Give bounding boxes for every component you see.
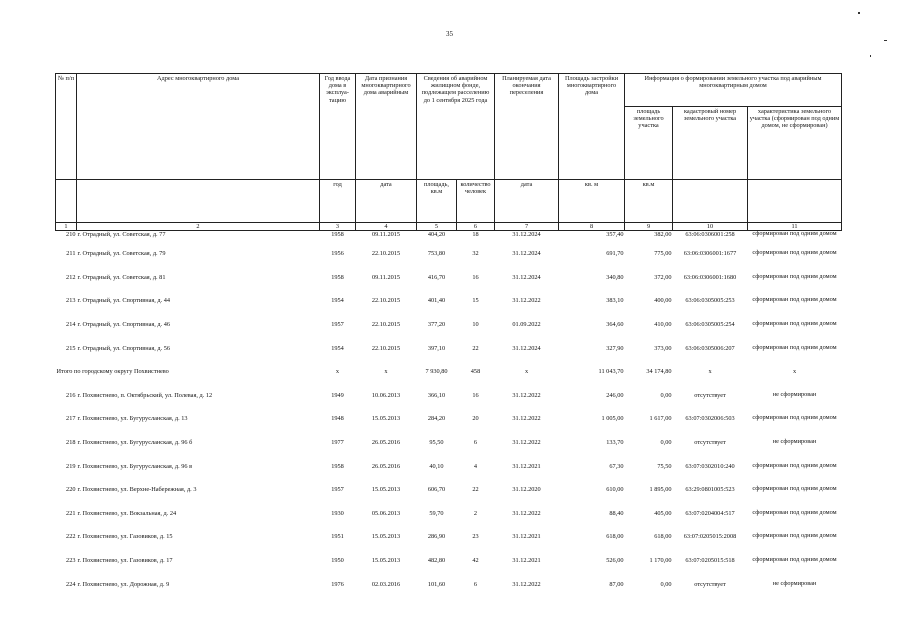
row-people: 6 [473, 580, 478, 588]
row-recognition-date: 26.05.2016 [371, 438, 401, 446]
row-recognition-date: 22.10.2015 [371, 297, 401, 305]
row-recognition-date: 22.10.2015 [371, 344, 401, 352]
row-index: 215 [66, 344, 76, 352]
row-area: 101,60 [427, 580, 446, 588]
row-address: г. Отрадный, ул. Советская, д. 79 [77, 250, 166, 258]
row-building-area: 246,00 [606, 391, 624, 399]
column-number: 6 [457, 223, 495, 231]
row-recognition-date: 15.05.2013 [371, 556, 401, 564]
row-land-area: 0,00 [660, 391, 672, 399]
row-year: 1958 [331, 462, 344, 470]
row-people: 22 [472, 344, 479, 352]
table-row [56, 391, 842, 415]
header-address: Адрес многоквартирного дома [77, 74, 320, 180]
row-cadastral: 63:06:0305005:254 [685, 321, 735, 329]
table-row [56, 249, 842, 273]
row-cadastral: 63:07:0205015:518 [685, 556, 735, 564]
header-building-area: Площадь застройки многоквартирного дома [559, 74, 625, 180]
row-building-area: 383,10 [606, 297, 624, 305]
row-planned-end: 31.12.2022 [512, 297, 541, 305]
row-recognition-date: 05.06.2013 [371, 509, 401, 517]
scan-speck [870, 55, 871, 57]
row-area: 397,10 [427, 344, 446, 352]
row-building-area: 364,60 [606, 321, 624, 329]
header-cadastral: кадастровый номер земельного участка [673, 107, 748, 180]
column-number: 11 [748, 223, 842, 231]
row-year: 1951 [331, 533, 344, 541]
row-index: 222 [66, 533, 76, 541]
row-land-area: 373,00 [654, 344, 672, 352]
total-row [56, 367, 842, 391]
row-year: 1957 [331, 486, 344, 494]
row-area: 416,70 [427, 273, 446, 281]
row-land-area: 382,00 [654, 231, 672, 239]
row-characteristic: не сформирован [772, 579, 817, 587]
scan-speck [858, 12, 860, 14]
row-building-area: 1 005,00 [601, 415, 624, 423]
table-row [56, 509, 842, 533]
row-people: 2 [473, 509, 478, 517]
row-characteristic: сформирован под одним домом [752, 508, 837, 516]
row-address: г. Отрадный, ул. Спортивная, д. 56 [77, 344, 171, 352]
row-year: 1954 [331, 344, 344, 352]
row-address: г. Похвистнево, п. Октябрьский, ул. Полевая, д. 12 [77, 391, 213, 399]
total-land-area: 34 174,80 [646, 368, 672, 376]
total-cadastral: x [708, 368, 712, 376]
unit-people: количество человек [457, 180, 495, 223]
unit-area: площадь, кв.м [417, 180, 457, 223]
total-label: Итого по городскому округу Похвистнево [56, 368, 169, 376]
table-row [56, 231, 842, 250]
row-area: 482,80 [427, 556, 446, 564]
row-people: 32 [472, 250, 479, 258]
scan-speck [884, 40, 887, 41]
row-recognition-date: 22.10.2015 [371, 250, 401, 258]
emergency-housing-table [55, 73, 842, 603]
row-year: 1954 [331, 297, 344, 305]
header-row-main [56, 74, 842, 107]
row-year: 1957 [331, 321, 344, 329]
row-index: 211 [66, 250, 76, 258]
row-cadastral: 63:07:0302010:240 [685, 462, 735, 470]
row-characteristic: сформирован под одним домом [752, 320, 837, 328]
row-land-area: 618,00 [654, 533, 672, 541]
row-index: 220 [66, 486, 76, 494]
row-index: 224 [66, 580, 76, 588]
row-area: 753,80 [427, 250, 446, 258]
header-characteristic: характеристика земельного участка (сформирован под одним домом, не сформирован) [748, 107, 842, 180]
row-cadastral: 63:06:0306001:1677 [683, 250, 737, 258]
row-index: 213 [66, 297, 76, 305]
row-cadastral: отсутствует [694, 391, 726, 399]
table-row [56, 320, 842, 344]
table-row [56, 414, 842, 438]
row-planned-end: 31.12.2024 [512, 231, 541, 239]
row-characteristic: сформирован под одним домом [752, 555, 837, 563]
header-row-units [56, 180, 842, 223]
unit-empty [748, 180, 842, 223]
row-planned-end: 31.12.2022 [512, 438, 541, 446]
row-planned-end: 31.12.2024 [512, 273, 541, 281]
header-planned-end: Планируемая дата окончания переселения [495, 74, 559, 180]
unit-date: дата [495, 180, 559, 223]
row-area: 401,40 [427, 297, 446, 305]
row-characteristic: сформирован под одним домом [752, 272, 837, 280]
row-area: 404,20 [427, 231, 446, 239]
row-land-area: 400,00 [654, 297, 672, 305]
page-number: 35 [446, 30, 453, 38]
row-characteristic: сформирован под одним домом [752, 414, 837, 422]
row-people: 4 [473, 462, 478, 470]
row-index: 223 [66, 556, 76, 564]
row-land-area: 1 170,00 [649, 556, 672, 564]
row-index: 217 [66, 415, 76, 423]
table-row [56, 344, 842, 368]
row-address: г. Похвистнево, ул. Газовиков, д. 17 [77, 556, 173, 564]
row-year: 1950 [331, 556, 344, 564]
row-planned-end: 31.12.2021 [512, 462, 541, 470]
row-area: 286,90 [427, 533, 446, 541]
total-area: 7 930,80 [425, 368, 448, 376]
row-planned-end: 31.12.2022 [512, 391, 541, 399]
table-row [56, 485, 842, 509]
row-index: 221 [66, 509, 76, 517]
unit-empty [56, 180, 77, 223]
row-area: 366,10 [427, 391, 446, 399]
row-index: 212 [66, 273, 76, 281]
row-building-area: 691,70 [606, 250, 624, 258]
rows-pokhvistnevo [56, 391, 842, 603]
total-section [56, 367, 842, 391]
table-row [56, 556, 842, 580]
row-characteristic: сформирован под одним домом [752, 532, 837, 540]
row-characteristic: сформирован под одним домом [752, 343, 837, 351]
row-recognition-date: 09.11.2015 [371, 273, 401, 281]
unit-sqm: кв.м [625, 180, 673, 223]
row-year: 1958 [331, 231, 344, 239]
column-number: 3 [320, 223, 356, 231]
column-number: 4 [356, 223, 417, 231]
header-index: № п/п [56, 74, 77, 180]
table-row [56, 296, 842, 320]
row-people: 23 [472, 533, 479, 541]
row-characteristic: сформирован под одним домом [752, 230, 837, 238]
row-recognition-date: 15.05.2013 [371, 486, 401, 494]
row-address: г. Отрадный, ул. Советская, д. 77 [77, 231, 166, 239]
table-row [56, 438, 842, 462]
row-recognition-date: 10.06.2013 [371, 391, 401, 399]
row-characteristic: сформирован под одним домом [752, 461, 837, 469]
column-number: 1 [56, 223, 77, 231]
row-cadastral: 63:07:0302006:503 [685, 415, 735, 423]
row-characteristic: сформирован под одним домом [752, 485, 837, 493]
row-people: 18 [472, 231, 479, 239]
row-address: г. Похвистнево, ул. Бугурусланская, д. 96 б [77, 438, 193, 446]
row-area: 40,10 [429, 462, 444, 470]
row-planned-end: 31.12.2024 [512, 344, 541, 352]
row-characteristic: сформирован под одним домом [752, 296, 837, 304]
row-cadastral: 63:06:0306001:1680 [683, 273, 737, 281]
row-year: 1949 [331, 391, 344, 399]
row-people: 6 [473, 438, 478, 446]
row-address: г. Похвистнево, ул. Бугурусланская, д. 13 [77, 415, 188, 423]
row-address: г. Похвистнево, ул. Вокзальная, д. 24 [77, 509, 177, 517]
row-area: 377,20 [427, 321, 446, 329]
row-land-area: 75,50 [657, 462, 672, 470]
row-cadastral: 63:06:0305005:253 [685, 297, 735, 305]
table-row [56, 273, 842, 297]
header-year: Год ввода дома в эксплуа-тацию [320, 74, 356, 180]
unit-year: год [320, 180, 356, 223]
table-row [56, 532, 842, 556]
column-number: 5 [417, 223, 457, 231]
row-planned-end: 31.12.2022 [512, 580, 541, 588]
row-cadastral: отсутствует [694, 580, 726, 588]
row-people: 16 [472, 273, 479, 281]
row-characteristic: не сформирован [772, 390, 817, 398]
row-land-area: 1 617,00 [649, 415, 672, 423]
row-building-area: 357,40 [606, 231, 624, 239]
unit-date: дата [356, 180, 417, 223]
header-land-info: Информация о формировании земельного участка под аварийным многоквартирным домом [625, 74, 842, 107]
row-year: 1948 [331, 415, 344, 423]
column-number: 8 [559, 223, 625, 231]
row-planned-end: 31.12.2021 [512, 533, 541, 541]
row-recognition-date: 15.05.2013 [371, 533, 401, 541]
row-building-area: 87,00 [609, 580, 624, 588]
row-index: 219 [66, 462, 76, 470]
row-cadastral: 63:07:0205015:2008 [683, 533, 737, 541]
row-people: 20 [472, 415, 479, 423]
total-end: x [524, 368, 529, 376]
row-recognition-date: 09.11.2015 [371, 231, 401, 239]
row-year: 1958 [331, 273, 344, 281]
row-cadastral: 63:06:0305006:207 [685, 344, 735, 352]
column-number: 2 [77, 223, 320, 231]
row-index: 216 [66, 391, 76, 399]
row-land-area: 1 895,00 [649, 486, 672, 494]
column-number: 9 [625, 223, 673, 231]
row-people: 16 [472, 391, 479, 399]
row-land-area: 0,00 [660, 580, 672, 588]
row-planned-end: 01.09.2022 [512, 321, 541, 329]
row-recognition-date: 26.05.2016 [371, 462, 401, 470]
row-building-area: 88,40 [609, 509, 624, 517]
row-planned-end: 31.12.2021 [512, 556, 541, 564]
row-year: 1977 [331, 438, 344, 446]
row-recognition-date: 22.10.2015 [371, 321, 401, 329]
row-recognition-date: 15.05.2013 [371, 415, 401, 423]
row-area: 95,50 [429, 438, 444, 446]
row-building-area: 526,00 [606, 556, 624, 564]
column-number: 10 [673, 223, 748, 231]
row-planned-end: 31.12.2022 [512, 509, 541, 517]
row-land-area: 410,00 [654, 321, 672, 329]
row-address: г. Похвистнево, ул. Верхне-Набережная, д. 3 [77, 486, 197, 494]
row-land-area: 405,00 [654, 509, 672, 517]
row-people: 22 [472, 486, 479, 494]
header-emergency-info: Сведения об аварийном жилищном фонде, подлежащем расселению до 1 сентября 2025 года [417, 74, 495, 180]
unit-empty [77, 180, 320, 223]
total-year: x [335, 368, 340, 376]
row-planned-end: 31.12.2020 [512, 486, 541, 494]
row-building-area: 340,80 [606, 273, 624, 281]
row-address: г. Отрадный, ул. Советская, д. 81 [77, 273, 166, 281]
row-year: 1976 [331, 580, 344, 588]
total-characteristic: x [792, 368, 797, 376]
total-building-area: 11 043,70 [598, 368, 624, 376]
table-row [56, 580, 842, 604]
row-characteristic: сформирован под одним домом [752, 249, 837, 257]
row-people: 10 [472, 321, 479, 329]
row-cadastral: 63:29:0801005:523 [685, 486, 735, 494]
row-building-area: 610,00 [606, 486, 624, 494]
header-land-area: площадь земельного участка [625, 107, 673, 180]
row-address: г. Отрадный, ул. Спортивная, д. 44 [77, 297, 171, 305]
row-year: 1956 [331, 250, 344, 258]
row-index: 214 [66, 321, 76, 329]
row-characteristic: не сформирован [772, 437, 817, 445]
row-address: г. Похвистнево, ул. Бугурусланская, д. 96 в [77, 462, 193, 470]
row-building-area: 67,30 [609, 462, 624, 470]
row-land-area: 372,00 [654, 273, 672, 281]
row-people: 42 [472, 556, 479, 564]
row-index: 210 [66, 231, 76, 239]
rows-otradny [56, 231, 842, 367]
row-building-area: 618,00 [606, 533, 624, 541]
row-land-area: 0,00 [660, 438, 672, 446]
row-planned-end: 31.12.2022 [512, 415, 541, 423]
row-area: 606,70 [427, 486, 446, 494]
row-year: 1930 [331, 509, 344, 517]
total-people: 458 [470, 368, 481, 376]
row-building-area: 133,70 [606, 438, 624, 446]
row-recognition-date: 02.03.2016 [371, 580, 401, 588]
column-number: 7 [495, 223, 559, 231]
row-cadastral: 63:07:0204004:517 [685, 509, 735, 517]
header-recognition-date: Дата признания многоквартирного дома аварийным [356, 74, 417, 180]
row-cadastral: отсутствует [694, 438, 726, 446]
row-building-area: 327,90 [606, 344, 624, 352]
table-row [56, 462, 842, 486]
unit-empty [673, 180, 748, 223]
row-cadastral: 63:06:0306001:258 [685, 231, 735, 239]
row-people: 15 [472, 297, 479, 305]
row-address: г. Отрадный, ул. Спортивная, д. 46 [77, 321, 171, 329]
row-area: 284,20 [427, 415, 446, 423]
row-address: г. Похвистнево, ул. Газовиков, д. 15 [77, 533, 173, 541]
column-number-row [56, 223, 842, 231]
row-address: г. Похвистнево, ул. Дорожная, д. 9 [77, 580, 170, 588]
row-area: 59,70 [429, 509, 444, 517]
row-index: 218 [66, 438, 76, 446]
row-planned-end: 31.12.2024 [512, 250, 541, 258]
unit-sqm: кв. м [559, 180, 625, 223]
total-date: x [384, 368, 388, 376]
row-land-area: 775,00 [654, 250, 672, 258]
